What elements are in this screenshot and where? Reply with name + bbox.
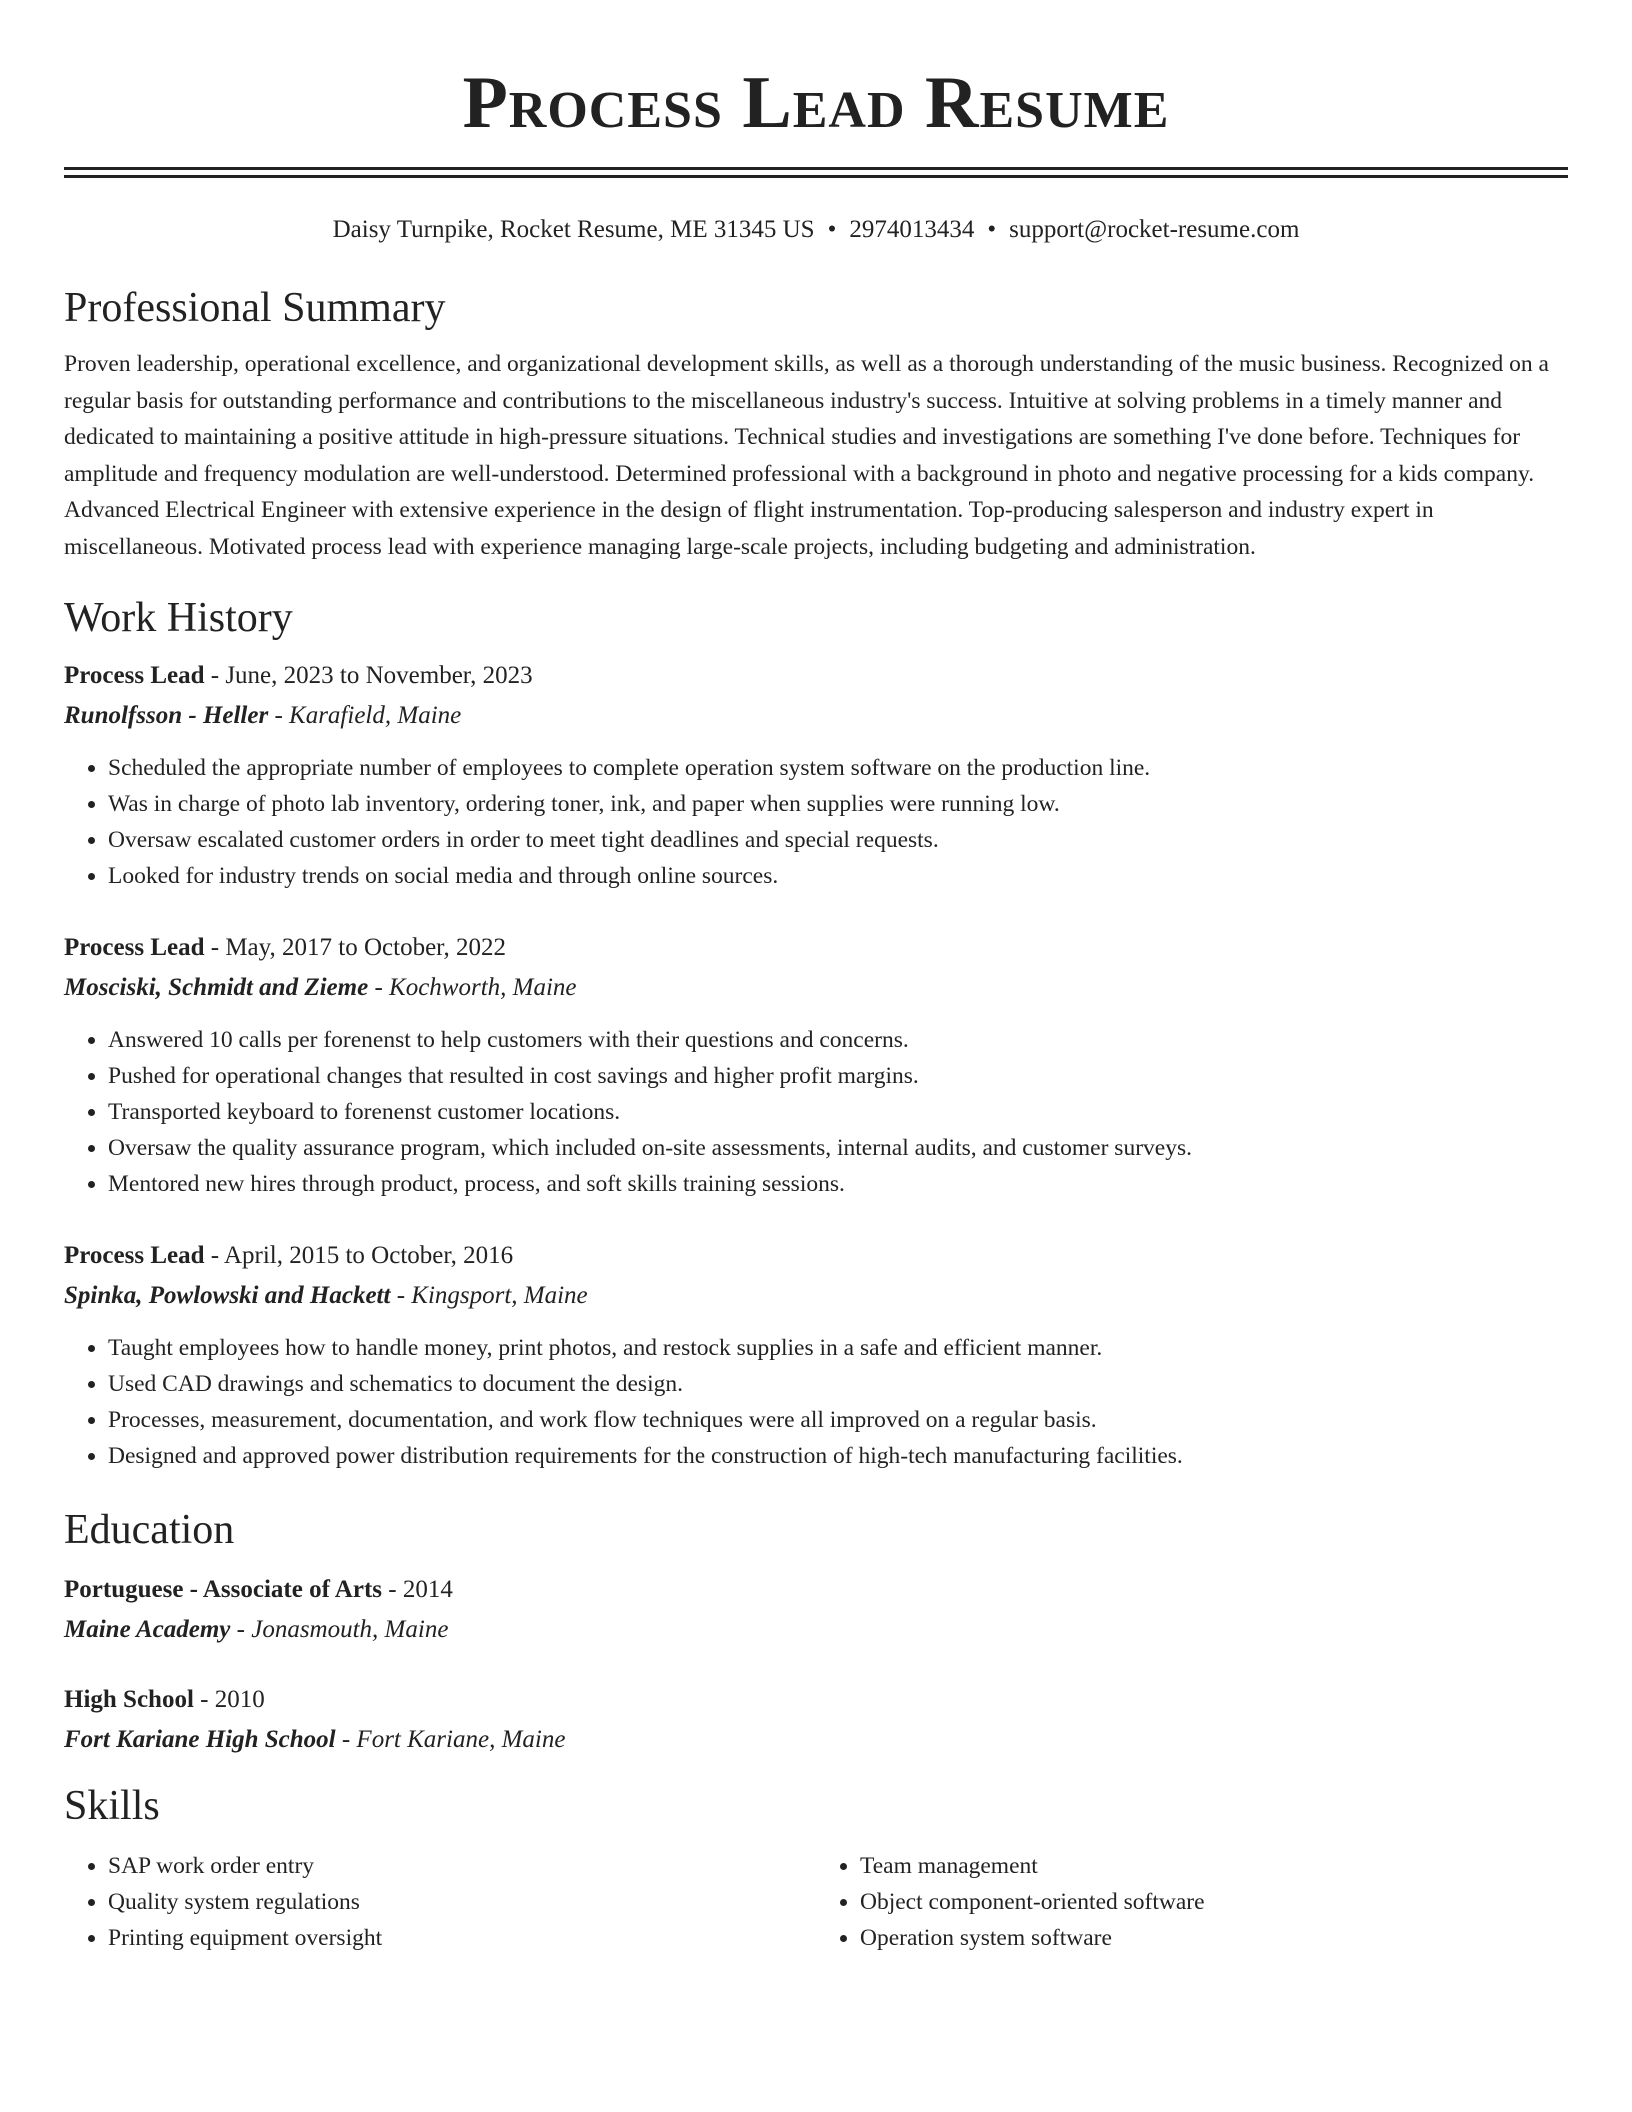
- contact-separator: •: [987, 216, 997, 243]
- contact-line: [64, 214, 1568, 246]
- contact-phone: 2974013434: [849, 216, 975, 243]
- skill-item: • Object component-oriented software: [860, 1884, 1568, 1920]
- title-divider-top: [64, 167, 1568, 170]
- contact-address: Daisy Turnpike, Rocket Resume, ME 31345 US: [332, 216, 815, 243]
- job-bullet: • Oversaw the quality assurance program, which included on-site assessments, internal audits, and customer surveys.: [108, 1130, 1568, 1166]
- job-bullet: • Transported keyboard to forenenst customer locations.: [108, 1094, 1568, 1130]
- contact-email: support@rocket-resume.com: [1009, 216, 1300, 243]
- job-bullet: • Used CAD drawings and schematics to document the design.: [108, 1366, 1568, 1402]
- degree-name: Portuguese - Associate of Arts: [64, 1575, 382, 1603]
- skill-item: • Team management: [860, 1848, 1568, 1884]
- skill-item: • Quality system regulations: [108, 1884, 816, 1920]
- job-dates: - June, 2023 to November, 2023: [204, 661, 533, 689]
- job-bullet: • Pushed for operational changes that resulted in cost savings and higher profit margins.: [108, 1058, 1568, 1094]
- summary-text: Proven leadership, operational excellence, and organizational development skills, as well as a thorough understanding of the music business. Recognized on a regular basis for outstanding performance and contributions to the miscellaneous industry's success. Intuitive at solving problems in a timely manner and dedicated to maintaining a positive attitude in high-pressure situations. Technical studies and investigations are something I've done before. Techniques for amplitude and frequency modulation are well-understood. Determined professional with a background in photo and negative processing for a kids company. Advanced Electrical Engineer with extensive experience in the design of flight instrumentation. Top-producing salesperson and industry expert in miscellaneous. Motivated process lead with experience managing large-scale projects, including budgeting and administration.: [64, 351, 1549, 560]
- job-bullet: • Answered 10 calls per forenenst to help customers with their questions and concerns.: [108, 1022, 1568, 1058]
- degree-line: [64, 1574, 1568, 1606]
- school-name: Maine Academy: [64, 1615, 231, 1643]
- job-bullets: [64, 1022, 1568, 1202]
- employer-name: Spinka, Powlowski and Hackett: [64, 1281, 391, 1309]
- job-dates: - May, 2017 to October, 2022: [204, 933, 506, 961]
- employer-name: Mosciski, Schmidt and Zieme: [64, 973, 369, 1001]
- resume-title: Process Lead Resume: [462, 62, 1170, 144]
- job-bullets: [64, 750, 1568, 894]
- contact-separator: •: [827, 216, 837, 243]
- education-entry: [64, 1684, 1568, 1756]
- education-entry: [64, 1574, 1568, 1646]
- employer-location: - Karafield, Maine: [268, 701, 462, 729]
- skill-item: • Printing equipment oversight: [108, 1920, 816, 1956]
- job-bullet: • Was in charge of photo lab inventory, ordering toner, ink, and paper when supplies were running low.: [108, 786, 1568, 822]
- job-title: Process Lead: [64, 1241, 205, 1269]
- employer-line: [64, 700, 1568, 732]
- job-bullet: • Mentored new hires through product, process, and soft skills training sessions.: [108, 1166, 1568, 1202]
- title-divider-bottom: [64, 175, 1568, 178]
- education-heading: Education: [64, 1506, 235, 1553]
- degree-name: High School: [64, 1685, 194, 1713]
- job-title-line: [64, 932, 1568, 964]
- job-bullets: [64, 1330, 1568, 1474]
- job-entry: [64, 1240, 1568, 1474]
- skills-column-left: [64, 1848, 816, 1956]
- job-title-line: [64, 660, 1568, 692]
- job-bullet: • Taught employees how to handle money, print photos, and restock supplies in a safe and efficient manner.: [108, 1330, 1568, 1366]
- job-entry: [64, 932, 1568, 1202]
- employer-name: Runolfsson - Heller: [64, 701, 269, 729]
- job-title: Process Lead: [64, 933, 205, 961]
- skills-column-right: [816, 1848, 1568, 1956]
- employer-line: [64, 972, 1568, 1004]
- job-bullet: • Oversaw escalated customer orders in order to meet tight deadlines and special requests.: [108, 822, 1568, 858]
- job-dates: - April, 2015 to October, 2016: [204, 1241, 514, 1269]
- job-bullet: • Scheduled the appropriate number of employees to complete operation system software on the production line.: [108, 750, 1568, 786]
- employer-line: [64, 1280, 1568, 1312]
- skills-grid: [64, 1848, 1568, 1956]
- job-entry: [64, 660, 1568, 894]
- skills-heading: Skills: [64, 1782, 160, 1829]
- job-bullet: • Processes, measurement, documentation, and work flow techniques were all improved on a regular basis.: [108, 1402, 1568, 1438]
- job-bullet: • Looked for industry trends on social media and through online sources.: [108, 858, 1568, 894]
- school-location: - Fort Kariane, Maine: [335, 1725, 566, 1753]
- skill-item: • SAP work order entry: [108, 1848, 816, 1884]
- summary-heading: Professional Summary: [64, 285, 446, 331]
- school-name: Fort Kariane High School: [64, 1725, 336, 1753]
- employer-location: - Kochworth, Maine: [368, 973, 577, 1001]
- degree-line: [64, 1684, 1568, 1716]
- degree-year: - 2014: [382, 1575, 453, 1603]
- job-bullet: • Designed and approved power distribution requirements for the construction of high-tech manufacturing facilities.: [108, 1438, 1568, 1474]
- degree-year: - 2010: [193, 1685, 265, 1713]
- job-title: Process Lead: [64, 661, 205, 689]
- skill-item: • Operation system software: [860, 1920, 1568, 1956]
- school-line: [64, 1614, 1568, 1646]
- school-line: [64, 1724, 1568, 1756]
- employer-location: - Kingsport, Maine: [390, 1281, 588, 1309]
- job-title-line: [64, 1240, 1568, 1272]
- school-location: - Jonasmouth, Maine: [230, 1615, 449, 1643]
- work-history-heading: Work History: [64, 594, 293, 641]
